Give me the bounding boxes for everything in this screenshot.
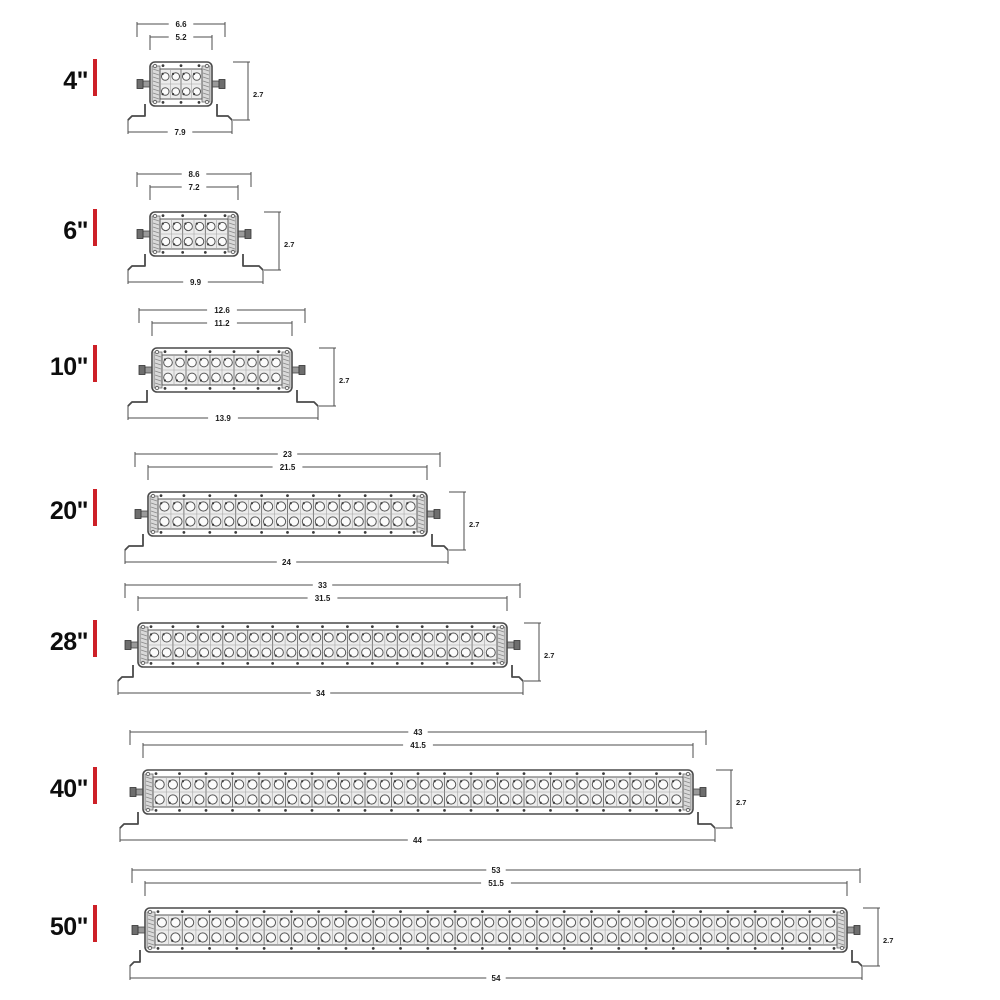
svg-text:12.6: 12.6 (214, 305, 230, 315)
svg-text:23: 23 (283, 449, 292, 459)
svg-text:7.9: 7.9 (174, 127, 186, 137)
svg-text:51.5: 51.5 (488, 878, 504, 888)
dimension-lens-width (145, 879, 847, 896)
lightbar-diagram-28in (0, 575, 1000, 707)
dimension-mount-width (125, 549, 448, 567)
size-label-6in: 6" (63, 217, 88, 245)
svg-text:21.5: 21.5 (279, 462, 296, 472)
svg-text:34: 34 (316, 688, 325, 698)
led-grid (160, 219, 228, 249)
dimension-lens-width (150, 183, 238, 200)
svg-text:5.2: 5.2 (175, 32, 187, 42)
dimension-height (524, 623, 554, 681)
svg-text:2.7: 2.7 (284, 240, 295, 249)
lightbar-row-20in (0, 444, 1000, 576)
dimension-height (264, 212, 294, 270)
svg-text:7.2: 7.2 (188, 182, 200, 192)
lightbar-row-4in (0, 14, 1000, 146)
dimension-lens-width (152, 319, 292, 336)
svg-text:43: 43 (413, 727, 423, 737)
dimension-lens-width (138, 594, 507, 611)
dimension-lens-width (148, 463, 427, 480)
dimension-lens-width (143, 741, 693, 758)
svg-text:2.7: 2.7 (469, 520, 480, 529)
lightbar-diagram-6in (0, 164, 1000, 296)
svg-text:8.6: 8.6 (188, 169, 200, 179)
led-grid (153, 777, 683, 807)
dimension-height (233, 62, 263, 120)
svg-text:13.9: 13.9 (215, 413, 231, 423)
svg-text:9.9: 9.9 (189, 277, 202, 287)
size-label-4in: 4" (63, 67, 88, 95)
dimension-height (319, 348, 349, 406)
svg-text:24: 24 (282, 557, 291, 567)
dimension-height (863, 908, 893, 966)
lightbar-row-40in (0, 722, 1000, 854)
led-grid (162, 355, 282, 385)
lightbar-diagram-40in (0, 722, 1000, 854)
led-grid (148, 630, 497, 660)
svg-text:33: 33 (318, 580, 327, 590)
svg-text:2.7: 2.7 (339, 376, 350, 385)
dimension-height (716, 770, 746, 828)
svg-text:6.6: 6.6 (175, 19, 187, 29)
dimension-mount-width (120, 827, 715, 845)
svg-text:31.5: 31.5 (314, 593, 331, 603)
size-label-10in: 10" (49, 353, 88, 381)
size-label-50in: 50" (49, 913, 88, 941)
size-label-40in: 40" (49, 775, 88, 803)
lightbar-row-6in (0, 164, 1000, 296)
lightbar-diagram-4in (0, 14, 1000, 146)
dimension-lens-width (150, 33, 212, 50)
dimension-mount-width (128, 269, 263, 287)
lightbar-row-10in (0, 300, 1000, 432)
lightbar-diagram-20in (0, 444, 1000, 576)
svg-text:2.7: 2.7 (736, 798, 747, 807)
svg-text:54: 54 (491, 973, 501, 983)
size-label-28in: 28" (49, 628, 88, 656)
svg-text:2.7: 2.7 (883, 936, 894, 945)
svg-text:53: 53 (491, 865, 501, 875)
svg-text:2.7: 2.7 (544, 651, 555, 660)
lightbar-row-50in (0, 860, 1000, 992)
dimension-mount-width (128, 405, 318, 423)
lightbar-row-28in (0, 575, 1000, 707)
led-grid (155, 915, 837, 945)
lightbar-diagram-10in (0, 300, 1000, 432)
svg-text:41.5: 41.5 (410, 740, 426, 750)
dimension-mount-width (128, 119, 232, 137)
dimension-height (449, 492, 479, 550)
led-grid (160, 69, 202, 99)
lightbar-diagram-50in (0, 860, 1000, 992)
svg-text:44: 44 (413, 835, 422, 845)
svg-text:11.2: 11.2 (214, 318, 230, 328)
size-label-20in: 20" (49, 497, 88, 525)
dimension-mount-width (130, 965, 862, 983)
svg-text:2.7: 2.7 (253, 90, 264, 99)
dimension-mount-width (118, 680, 523, 698)
led-grid (158, 499, 417, 529)
